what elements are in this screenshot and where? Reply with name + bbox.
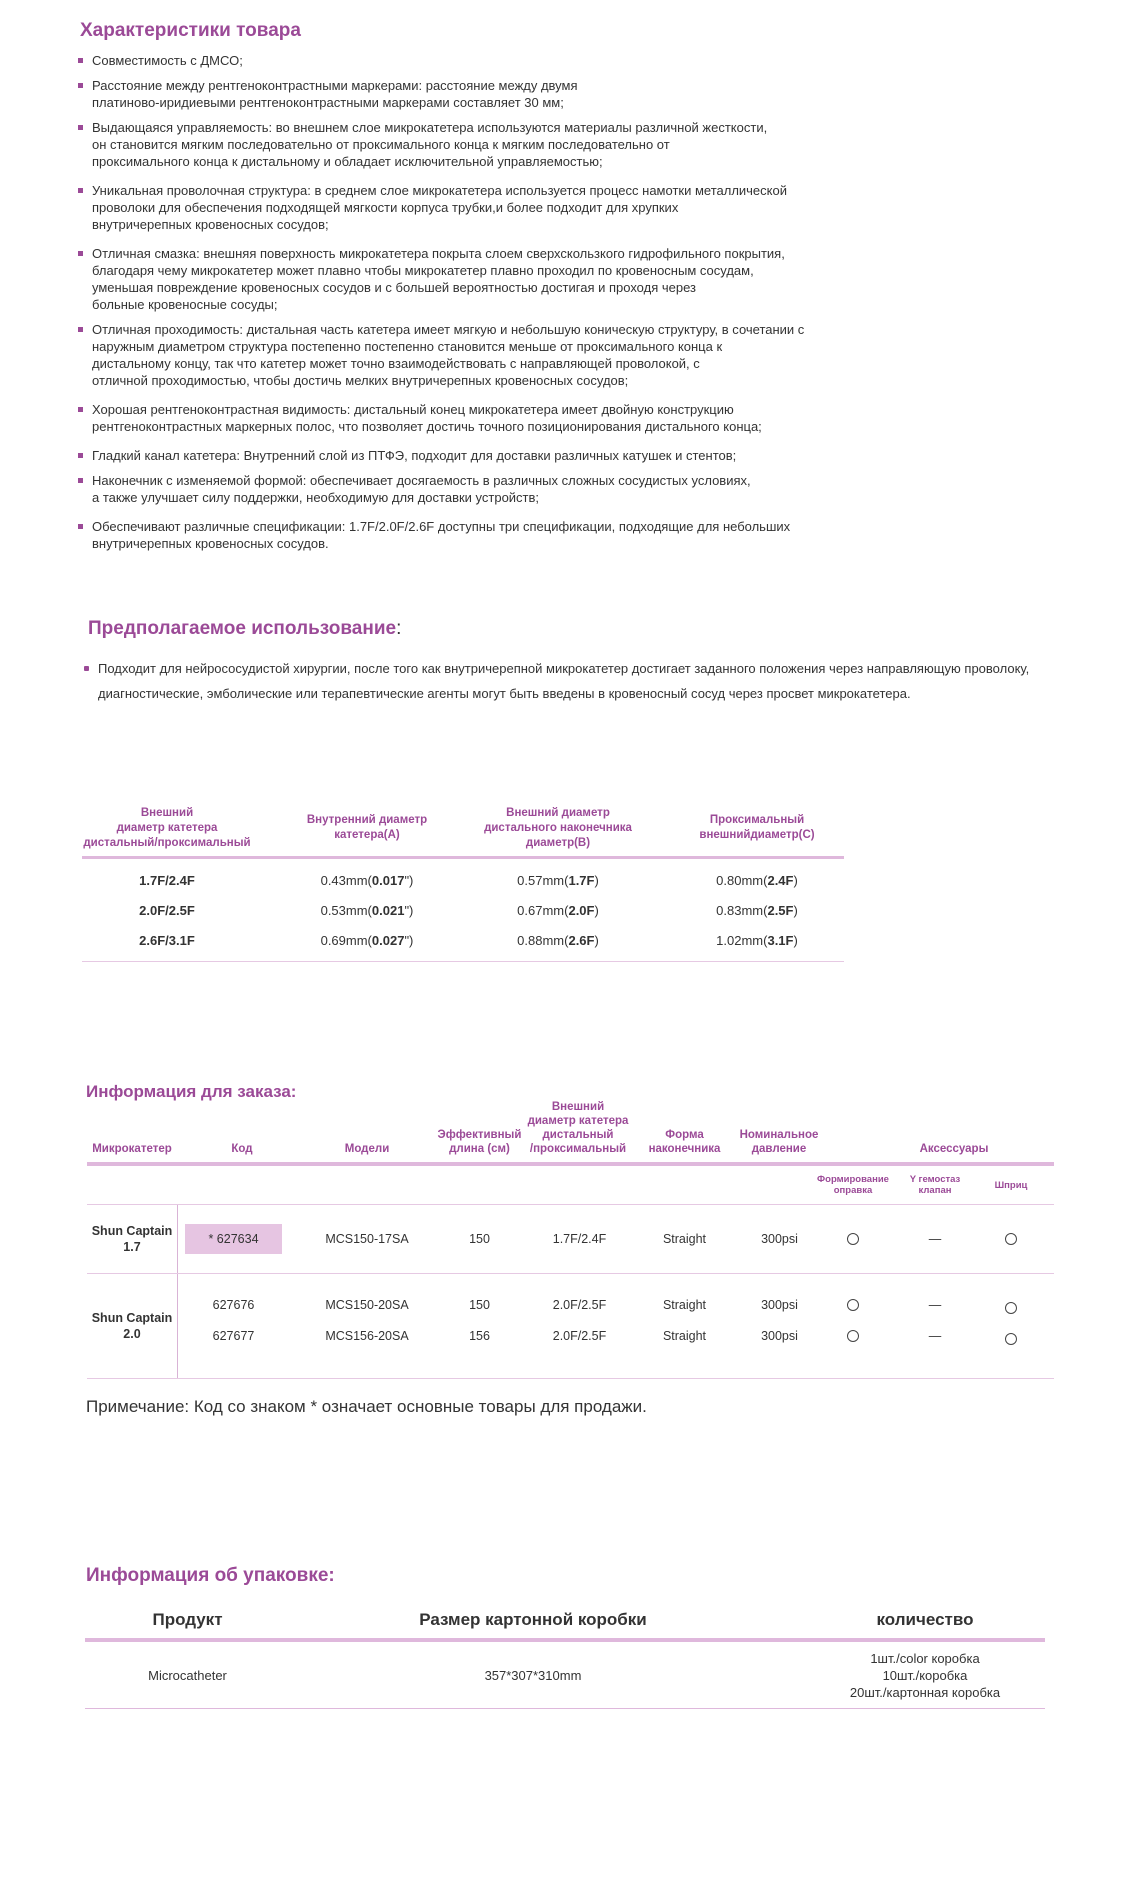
table-row [87,1292,1054,1318]
ord-group-name: Shun Captain 1.7 [87,1205,178,1273]
ord-od: 2.0F/2.5F [552,1329,607,1343]
circle-icon [1005,1302,1017,1314]
ord-mandrel [833,1323,873,1349]
ord-model: MCS150-17SA [325,1232,409,1246]
ord-sub-syringe: Шприц [994,1180,1028,1191]
dim-od: 1.7F/2.4F [139,872,195,888]
feature-item: Совместимость с ДМСО; [78,52,978,69]
feature-item: Обеспечивают различные спецификации: 1.7F/2.0F/2.6F доступны три спецификации, подходящие для небольших внутричерепных кровеносных сосудов. [78,518,978,552]
feature-item: Уникальная проволочная структура: в среднем слое микрокатетера используется процесс намотки металлической проволоки для обеспечения подходящей мягкости корпуса трубки,и более подходит для хрупких внутричерепных кровеносных сосудов; [78,182,978,233]
ord-tip: Straight [662,1298,707,1312]
ord-syringe [991,1326,1031,1352]
dim-tip: 0.88mm( 2.6F ) [517,932,599,948]
usage-text: Подходит для нейрососудистой хирургии, после того как внутричерепной микрокатетер достигает заданного положения через направляющую проволоку, диагностические, эмболические или терапевтические агенты могут быть введены в кровеносный сосуд через просвет микрокатетера. [84,656,1038,706]
dim-prox: 0.83mm( 2.5F ) [716,902,798,918]
ord-tip: Straight [662,1329,707,1343]
ordering-header [87,1100,1054,1162]
ord-code: 627677 [212,1329,255,1343]
ord-group [87,1274,1054,1379]
ordering-note: Примечание: Код со знаком * означает основные товары для продажи. [86,1397,647,1416]
pack-product: Microcatheter [148,1667,227,1683]
circle-icon [1005,1233,1017,1245]
ord-sub-hemostasis: Y гемостаз клапан [909,1174,961,1196]
ord-hemostasis: — [928,1232,942,1246]
usage-title-text: Предполагаемое использование [88,618,397,639]
table-row [85,1642,1045,1709]
dim-od: 2.0F/2.5F [139,902,195,918]
feature-item: Отличная проходимость: дистальная часть катетера имеет мягкую и небольшую коническую структуру, в сочетании с наружным диаметром структура постепенно постепенно становится меньше от проксимального конца к дистальному концу, так что катетер может точно взаимодействовать с направляющей проволокой, с отличной проходимостью, чтобы достичь мелких внутричерепных кровеносных сосудов; [78,321,978,389]
ord-tip: Straight [662,1232,707,1246]
dim-tip: 0.57mm( 1.7F ) [517,872,599,888]
ord-mandrel [833,1292,873,1318]
ord-pressure: 300psi [761,1329,798,1343]
ord-syringe [991,1226,1031,1252]
packaging-title: Информация об упаковке: [86,1565,335,1586]
dim-prox: 0.80mm( 2.4F ) [716,872,798,888]
ord-header-tip: Форма наконечника [648,1129,721,1155]
feature-item: Хорошая рентгеноконтрастная видимость: дистальный конец микрокатетера имеет двойную конструкцию рентгеноконтрастных маркерных полос, что позволяет достичь точного позиционирования дистального конца; [78,401,978,435]
features-list [78,52,978,552]
dim-id: 0.69mm( 0.027 ") [320,932,414,948]
ord-model: MCS156-20SA [325,1329,409,1343]
dim-row [82,865,844,895]
table-row [87,1226,1054,1252]
feature-item: Гладкий канал катетера: Внутренний слой из ПТФЭ, подходит для доставки различных катушек и стентов; [78,447,978,464]
feature-item: Наконечник с изменяемой формой: обеспечивает досягаемость в различных сложных сосудистых условиях, а также улучшает силу поддержки, необходимую для доставки устройств; [78,472,978,506]
circle-icon [1005,1333,1017,1345]
dim-id: 0.43mm( 0.017 ") [320,872,414,888]
dimensions-header [82,800,844,859]
usage-title [88,618,401,640]
packaging-header [85,1602,1045,1638]
ord-code: 627676 [212,1298,255,1312]
ord-header-od: Внешний диаметр катетера дистальный /проксимальный [527,1101,629,1155]
ord-od: 2.0F/2.5F [552,1298,607,1312]
ord-sub-mandrel: Формирование оправка [817,1174,889,1196]
ord-header-accessories: Аксессуары [919,1143,989,1155]
ord-group [87,1205,1054,1274]
ord-hemostasis: — [928,1298,942,1312]
ord-header-length: Эффективный длина (см) [437,1129,522,1155]
feature-item: Выдающаяся управляемость: во внешнем слое микрокатетера используются материалы различной жесткости, он становится мягким последовательно от проксимального конца к мягким последовательно от проксимального конца к дистальному и обладает исключительной управляемостью; [78,119,978,170]
pack-quantity: 1шт./color коробка 10шт./коробка 20шт./картонная коробка [849,1650,1001,1700]
pack-header-quantity: количество [876,1610,974,1629]
ord-subheader [87,1166,1054,1205]
ord-pressure: 300psi [761,1232,798,1246]
dim-header-prox: Проксимальный внешнийдиаметр(C) [699,814,815,841]
ord-code: * 627634 [185,1224,282,1254]
packaging-table [85,1602,1045,1709]
ordering-table [87,1100,1054,1379]
circle-icon [847,1233,859,1245]
circle-icon [847,1299,859,1311]
circle-icon [847,1330,859,1342]
dim-header-od: Внешний диаметр катетера дистальный/проксимальный [83,806,251,849]
pack-header-product: Продукт [152,1610,223,1629]
ord-length: 150 [469,1232,490,1246]
ord-header-model: Модели [344,1143,390,1155]
dim-row [82,925,844,955]
pack-header-size: Размер картонной коробки [419,1610,647,1629]
dim-header-id: Внутренний диаметр катетера(A) [306,814,428,841]
dim-tip: 0.67mm( 2.0F ) [517,902,599,918]
pack-size: 357*307*310mm [484,1667,582,1683]
features-title: Характеристики товара [80,20,301,41]
ordering-title: Информация для заказа: [86,1082,297,1101]
dim-id: 0.53mm( 0.021 ") [320,902,414,918]
feature-item: Расстояние между рентгеноконтрастными маркерами: расстояние между двумя платиново-иридиевыми рентгеноконтрастными маркерами составляет 30 мм; [78,77,978,111]
ord-length: 156 [469,1329,490,1343]
ord-mandrel [833,1226,873,1252]
ord-pressure: 300psi [761,1298,798,1312]
dim-prox: 1.02mm( 3.1F ) [716,932,798,948]
table-row [87,1323,1054,1349]
usage-title-colon: : [396,618,402,639]
ord-od: 1.7F/2.4F [552,1232,607,1246]
ord-hemostasis: — [928,1329,942,1343]
dimensions-table [82,800,844,962]
dim-od: 2.6F/3.1F [139,932,195,948]
dim-header-tip: Внешний диаметр дистального наконечника диаметр(B) [484,806,632,849]
ord-header-micro: Микрокатетер [92,1143,172,1155]
ord-model: MCS150-20SA [325,1298,409,1312]
feature-item: Отличная смазка: внешняя поверхность микрокатетера покрыта слоем сверхскользкого гидрофильного покрытия, благодаря чему микрокатетер может плавно чтобы микрокатетер плавно проходил по кровеносным сосудам, уменьшая повреждение кровеносных сосудов и с большей вероятностью достигая и проходя через больные кровеносные сосуды; [78,245,978,313]
ord-group-name: Shun Captain 2.0 [87,1274,178,1378]
ord-syringe [991,1295,1031,1321]
dim-bottom-rule [82,961,844,962]
ord-header-code: Код [231,1143,253,1155]
ord-header-pressure: Номинальное давление [739,1129,819,1155]
dim-row [82,895,844,925]
ord-length: 150 [469,1298,490,1312]
